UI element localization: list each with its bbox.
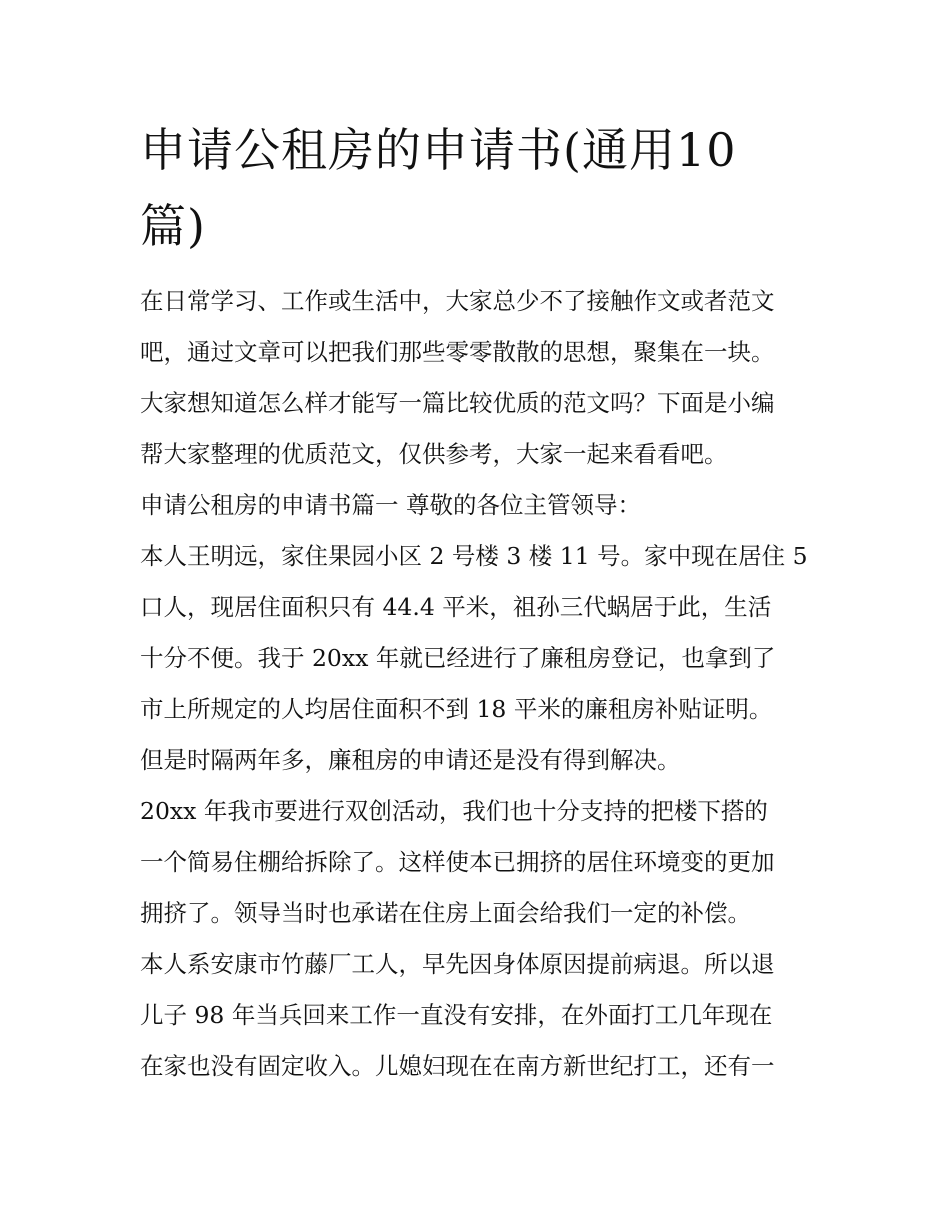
body-line: 吧，通过文章可以把我们那些零零散散的思想，聚集在一块。 [140,338,775,366]
body-line: 在家也没有固定收入。儿媳妇现在在南方新世纪打工，还有一 [140,1052,775,1080]
body-line: 十分不便。我于 20xx 年就已经进行了廉租房登记，也拿到了 [140,644,776,672]
body-line: 儿子 98 年当兵回来工作一直没有安排，在外面打工几年现在 [140,1001,773,1029]
body-line: 本人系安康市竹藤厂工人，早先因身体原因提前病退。所以退 [140,950,775,978]
document-title [140,112,820,264]
body-line: 在日常学习、工作或生活中，大家总少不了接触作文或者范文 [140,287,775,315]
document-body [140,276,840,1092]
section-heading-line: 申请公租房的申请书篇一 尊敬的各位主管领导： [140,491,641,519]
body-line: 拥挤了。领导当时也承诺在住房上面会给我们一定的补偿。 [140,899,751,927]
body-line: 帮大家整理的优质范文，仅供参考，大家一起来看看吧。 [140,440,728,468]
title-line-1: 申请公租房的申请书(通用10 [140,123,737,177]
body-line: 大家想知道怎么样才能写一篇比较优质的范文吗？下面是小编 [140,389,775,417]
body-line: 本人王明远，家住果园小区 2 号楼 3 楼 11 号。家中现在居住 5 [140,542,808,570]
body-line: 市上所规定的人均居住面积不到 18 平米的廉租房补贴证明。 [140,695,773,723]
title-line-2: 篇) [140,199,206,253]
body-line: 但是时隔两年多，廉租房的申请还是没有得到解决。 [140,746,681,774]
body-line: 20xx 年我市要进行双创活动，我们也十分支持的把楼下搭的 [140,797,768,825]
body-line: 口人，现居住面积只有 44.4 平米，祖孙三代蜗居于此，生活 [140,593,772,621]
body-line: 一个简易住棚给拆除了。这样使本已拥挤的居住环境变的更加 [140,848,775,876]
